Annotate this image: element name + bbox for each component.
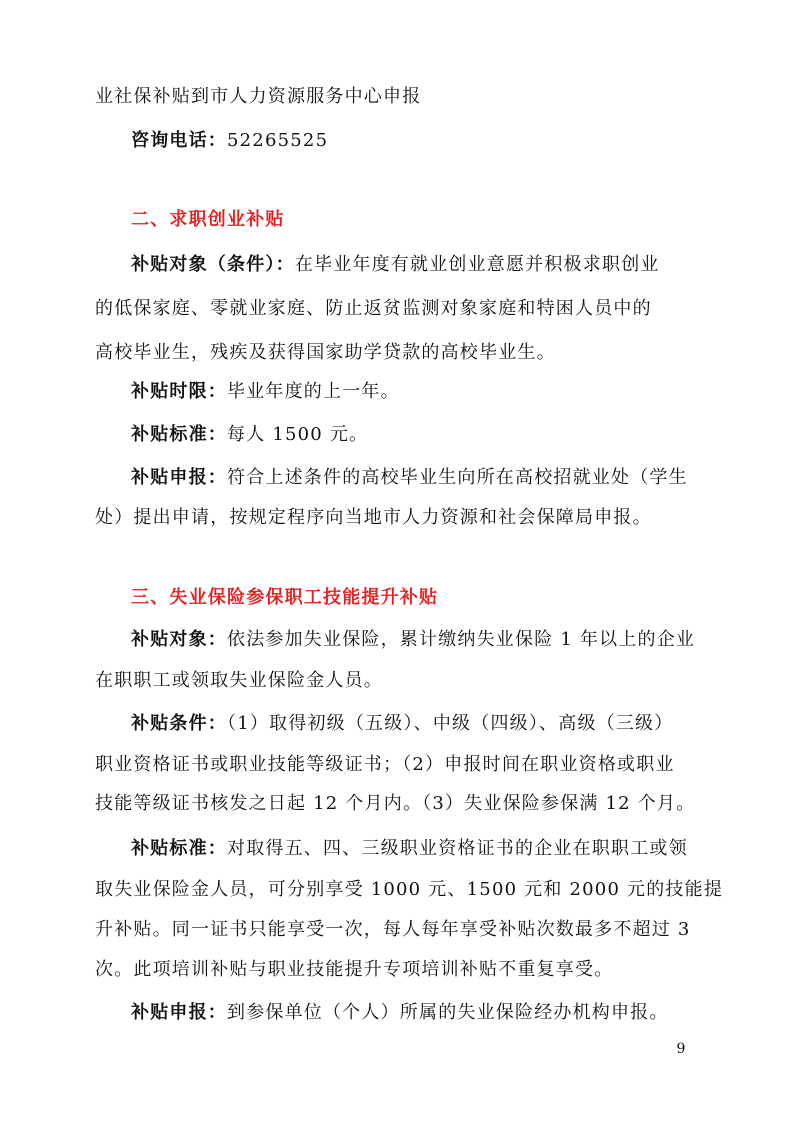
paragraph-line: 高校毕业生，残疾及获得国家助学贷款的高校毕业生。 xyxy=(95,342,556,363)
paragraph-line: 处）提出申请，按规定程序向当地市人力资源和社会保障局申报。 xyxy=(95,507,652,528)
paragraph-line: 取失业保险金人员，可分别享受 1000 元、1500 元和 2000 元的技能提 xyxy=(95,879,724,900)
paragraph-line: 的低保家庭、零就业家庭、防止返贫监测对象家庭和特困人员中的 xyxy=(95,298,652,319)
paragraph-line: 补贴标准：对取得五、四、三级职业资格证书的企业在职职工或领 xyxy=(131,838,688,859)
field-label: 补贴标准： xyxy=(131,838,227,859)
field-label: 补贴申报： xyxy=(131,1002,227,1023)
paragraph-line: 在职职工或领取失业保险金人员。 xyxy=(95,670,383,691)
consult-phone-line xyxy=(131,128,705,154)
field-label: 补贴对象： xyxy=(131,629,227,650)
paragraph-line: 补贴标准：每人 1500 元。 xyxy=(131,424,369,445)
field-label: 补贴申报： xyxy=(131,467,227,488)
page-number: 9 xyxy=(676,1041,686,1057)
section-heading: 三、失业保险参保职工技能提升补贴 xyxy=(131,587,439,608)
paragraph-line: 业社保补贴到市人力资源服务中心申报 xyxy=(95,86,422,107)
paragraph-line: 次。此项培训补贴与职业技能提升专项培训补贴不重复享受。 xyxy=(95,959,614,980)
paragraph-line: 职业资格证书或职业技能等级证书；（2）申报时间在职业资格或职业 xyxy=(95,754,675,775)
phone-number: 52265525 xyxy=(227,130,329,151)
paragraph-line: 升补贴。同一证书只能享受一次，每人每年享受补贴次数最多不超过 3 xyxy=(95,919,691,940)
field-label: 补贴标准： xyxy=(131,424,227,445)
paragraph-line: 补贴对象（条件）：在毕业年度有就业创业意愿并积极求职创业 xyxy=(131,254,660,275)
paragraph-line: 补贴对象：依法参加失业保险，累计缴纳失业保险 1 年以上的企业 xyxy=(131,629,696,650)
paragraph-line: 补贴申报：到参保单位（个人）所属的失业保险经办机构申报。 xyxy=(131,1002,669,1023)
paragraph-line: 补贴时限：毕业年度的上一年。 xyxy=(131,381,400,402)
field-label: 补贴条件： xyxy=(131,713,227,734)
field-label: 补贴对象（条件）： xyxy=(131,254,295,275)
field-label: 咨询电话： xyxy=(131,130,227,151)
field-label: 补贴时限： xyxy=(131,381,227,402)
paragraph-line: 补贴申报：符合上述条件的高校毕业生向所在高校招就业处（学生 xyxy=(131,467,688,488)
paragraph-line: 技能等级证书核发之日起 12 个月内。（3）失业保险参保满 12 个月。 xyxy=(95,793,696,814)
paragraph-line: 补贴条件：（1）取得初级（五级）、中级（四级）、高级（三级） xyxy=(131,713,674,734)
section-heading: 二、求职创业补贴 xyxy=(131,209,285,230)
